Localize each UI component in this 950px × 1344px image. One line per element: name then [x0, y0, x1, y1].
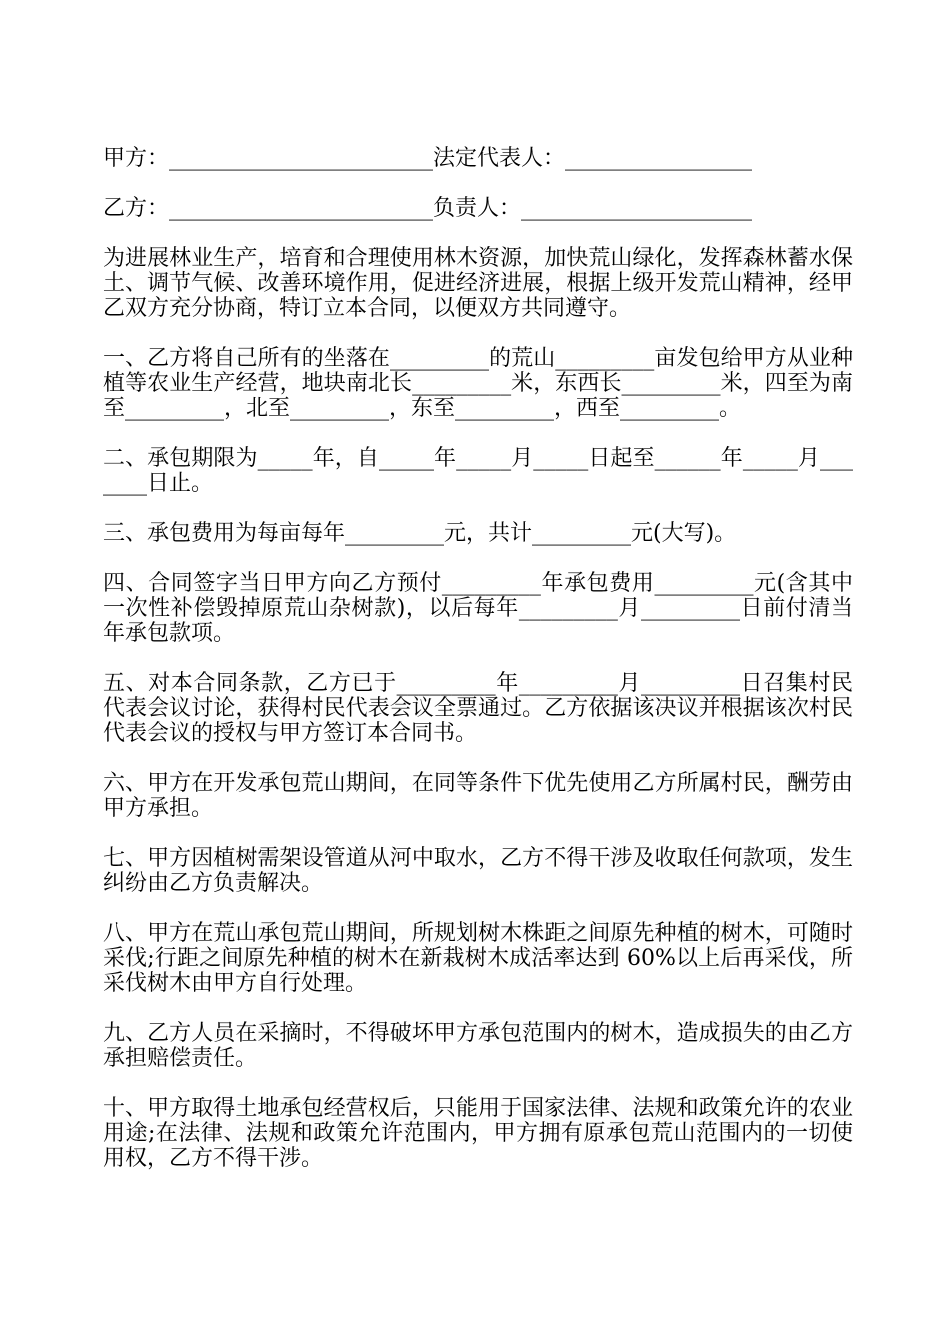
clause-3: 三、承包费用为每亩每年_________元，共计_________元(大写)。	[103, 521, 737, 546]
clause-7: 七、甲方因植树需架设管道从河中取水，乙方不得干涉及收取任何款项，发生纠纷由乙方负责解决。	[103, 846, 853, 896]
spacer	[103, 746, 853, 771]
spacer	[103, 421, 853, 446]
party-a-line: 甲方：________________________法定代表人：_________________	[103, 146, 753, 171]
contract-page	[103, 146, 853, 1171]
spacer	[103, 896, 853, 921]
clause-10: 十、甲方取得土地承包经营权后，只能用于国家法律、法规和政策允许的农业用途;在法律、法规和政策允许范围内，甲方拥有原承包荒山范围内的一切使用权，乙方不得干涉。	[103, 1096, 853, 1171]
clause-8: 八、甲方在荒山承包荒山期间，所规划树木株距之间原先种植的树木，可随时采伐;行距之间原先种植的树木在新栽树木成活率达到 60%以上后再采伐，所采伐树木由甲方自行处理。	[103, 921, 853, 996]
clause-2: 二、承包期限为_____年，自_____年_____月_____日起至______年_____月_______日止。	[103, 446, 853, 496]
spacer	[103, 821, 853, 846]
clause-5: 五、对本合同条款，乙方已于_________年_________月_________日召集村民代表会议讨论，获得村民代表会议全票通过。乙方依据该决议并根据该次村民代表会议的授权与甲方签订本合同书。	[103, 671, 853, 746]
clause-1: 一、乙方将自己所有的坐落在_________的荒山_________亩发包给甲方从业种植等农业生产经营，地块南北长_________米，东西长_________米，四至为南至_________，北至_________，东至_________，西至_________。	[103, 346, 853, 421]
spacer	[103, 171, 853, 196]
party-b-line: 乙方：________________________负责人：_____________________	[103, 196, 753, 221]
spacer	[103, 996, 853, 1021]
spacer	[103, 646, 853, 671]
intro-paragraph: 为进展林业生产，培育和合理使用林木资源，加快荒山绿化，发挥森林蓄水保土、调节气候、改善环境作用，促进经济进展，根据上级开发荒山精神，经甲乙双方充分协商，特订立本合同，以便双方共同遵守。	[103, 246, 853, 321]
spacer	[103, 546, 853, 571]
spacer	[103, 1071, 853, 1096]
spacer	[103, 321, 853, 346]
spacer	[103, 221, 853, 246]
spacer	[103, 496, 853, 521]
clause-9: 九、乙方人员在采摘时，不得破坏甲方承包范围内的树木，造成损失的由乙方承担赔偿责任。	[103, 1021, 853, 1071]
clause-4: 四、合同签字当日甲方向乙方预付_________年承包费用_________元(含其中一次性补偿毁掉原荒山杂树款)，以后每年_________月_________日前付清当年承包款项。	[103, 571, 853, 646]
clause-6: 六、甲方在开发承包荒山期间，在同等条件下优先使用乙方所属村民，酬劳由甲方承担。	[103, 771, 853, 821]
